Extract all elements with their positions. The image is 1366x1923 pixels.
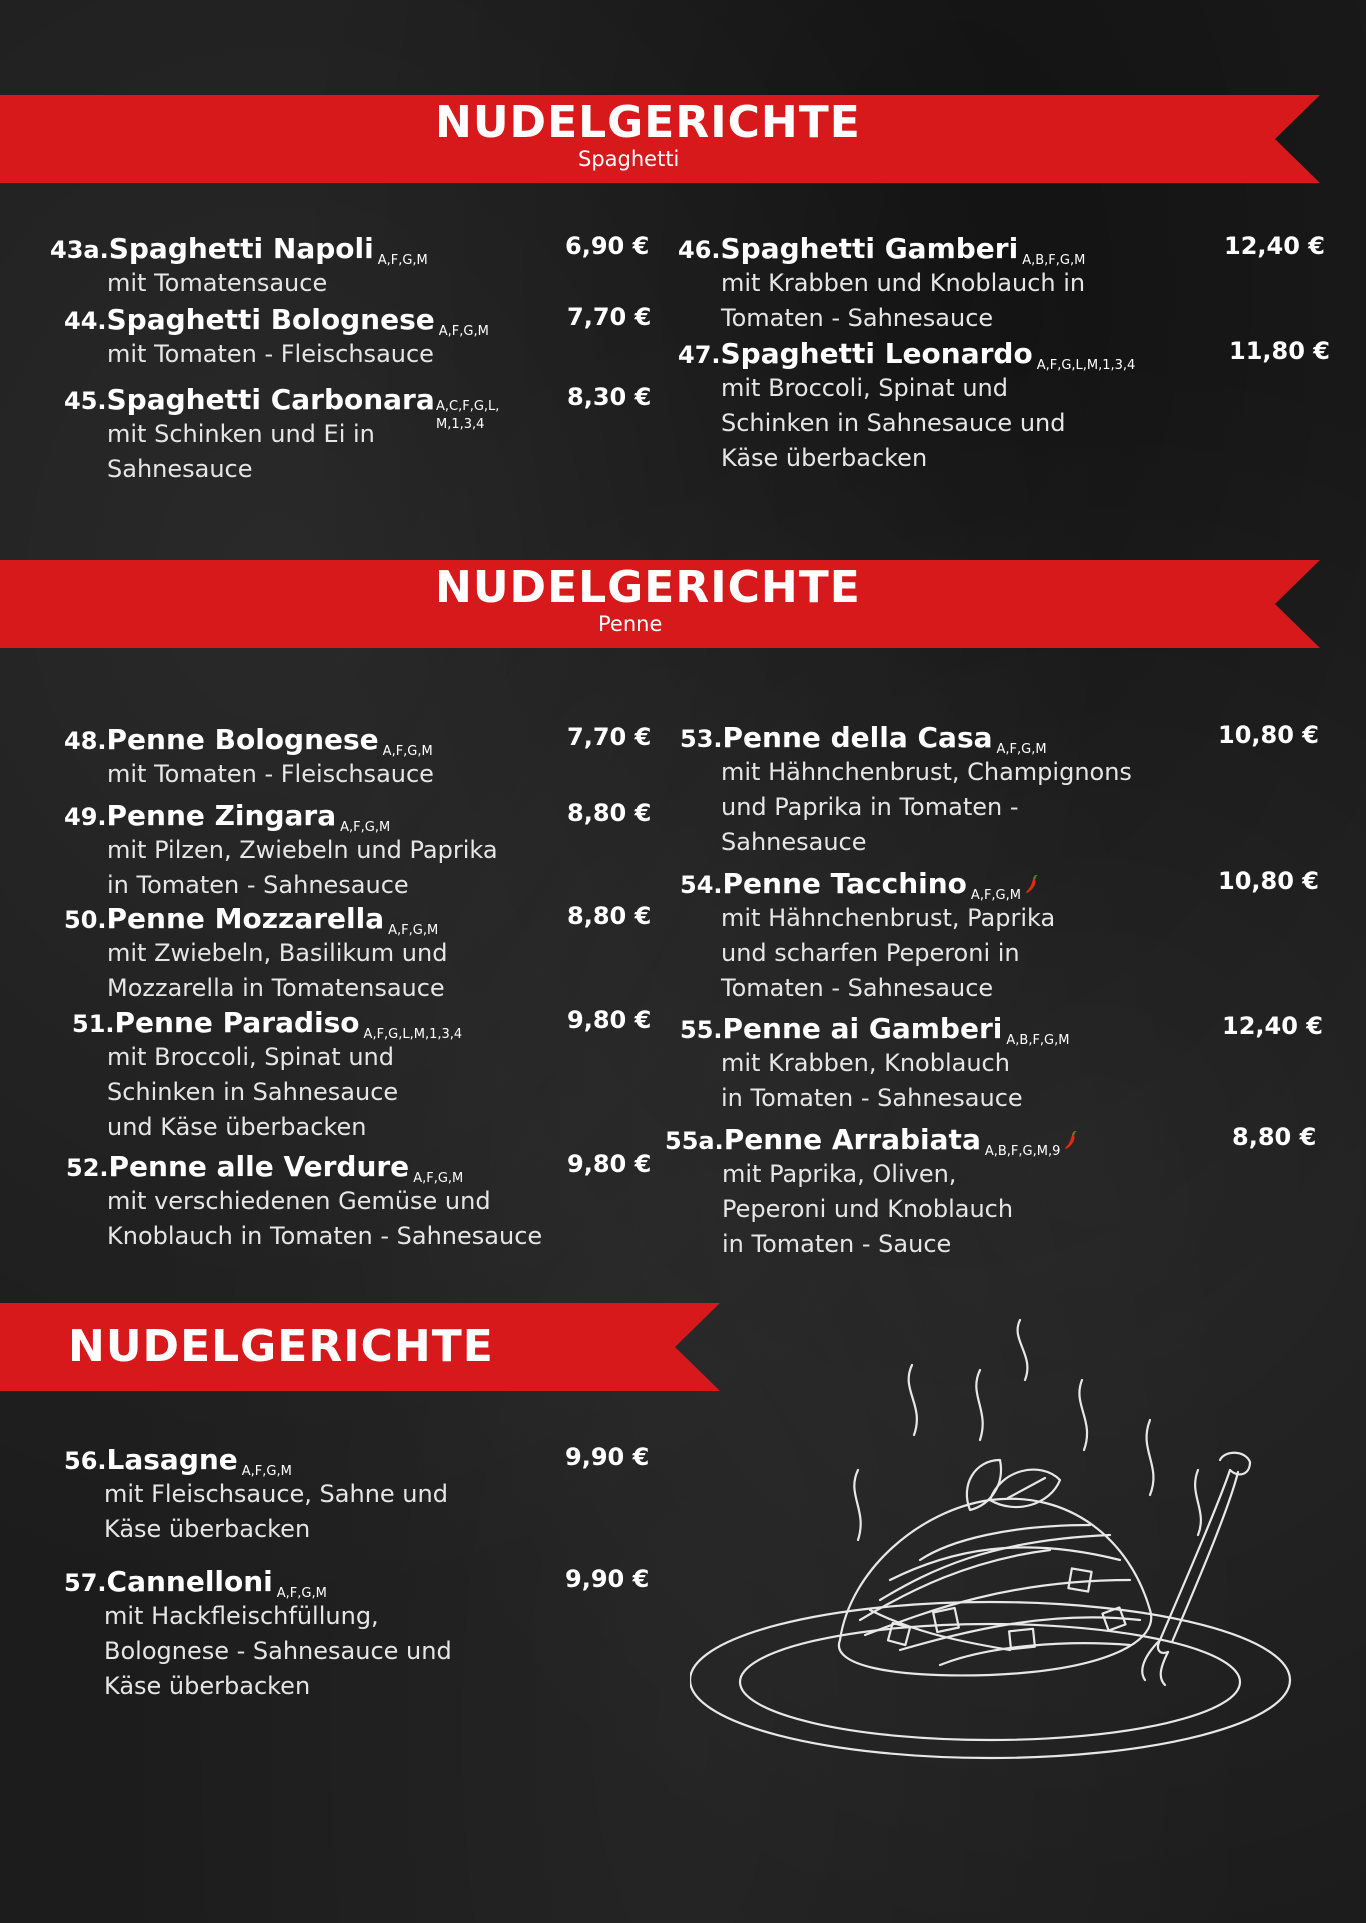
item-number: 55a. <box>665 1127 724 1155</box>
banner-penne <box>0 560 1320 648</box>
item-name: Penne Bolognese <box>106 723 379 756</box>
section-title: NUDELGERICHTE <box>435 97 861 148</box>
item-description: mit Tomaten - Fleischsauce <box>107 340 434 368</box>
menu-item <box>678 232 1328 336</box>
item-allergens: A,B,F,G,M <box>1006 1033 1070 1048</box>
item-allergens: A,B,F,G,M,9 <box>984 1144 1061 1159</box>
menu-item <box>665 1123 1340 1262</box>
item-name: Cannelloni <box>106 1565 273 1598</box>
item-name: Spaghetti Napoli <box>108 232 374 265</box>
item-name: Spaghetti Bolognese <box>106 303 435 336</box>
item-allergens: A,F,G,M <box>276 1586 327 1601</box>
section-title: NUDELGERICHTE <box>435 562 861 613</box>
menu-item <box>64 303 650 372</box>
item-number: 43a. <box>50 236 109 264</box>
item-number: 48. <box>64 727 107 755</box>
item-price: 8,80 € <box>567 902 652 930</box>
item-name: Penne Zingara <box>106 799 337 832</box>
item-description: mit Fleischsauce, Sahne und Käse überbacken <box>104 1480 448 1543</box>
item-allergens: A,F,G,M <box>996 742 1047 757</box>
item-price: 7,70 € <box>567 303 652 331</box>
item-allergens: A,F,G,M <box>970 888 1021 903</box>
item-price: 10,80 € <box>1218 867 1319 895</box>
menu-item <box>66 1150 666 1254</box>
item-name: Penne Arrabiata <box>723 1123 981 1156</box>
banner-spaghetti <box>0 95 1320 183</box>
item-price: 9,80 € <box>567 1150 652 1178</box>
item-name: Spaghetti Carbonara <box>106 383 435 416</box>
menu-item <box>680 867 1340 1006</box>
item-name: Spaghetti Leonardo <box>720 337 1033 370</box>
menu-item <box>680 1012 1340 1116</box>
item-description: mit verschiedenen Gemüse und Knoblauch in Tomaten - Sahnesauce <box>107 1187 543 1250</box>
item-number: 50. <box>64 906 107 934</box>
menu-item <box>64 1565 650 1704</box>
item-allergens: A,F,G,M <box>413 1171 464 1186</box>
item-price: 12,40 € <box>1224 232 1325 260</box>
item-number: 45. <box>64 387 107 415</box>
item-number: 52. <box>66 1154 109 1182</box>
section-subtitle: Spaghetti <box>578 147 680 171</box>
item-price: 12,40 € <box>1222 1012 1323 1040</box>
item-allergens: A,C,F,G,L, M,1,3,4 <box>436 399 500 432</box>
item-name: Penne Tacchino <box>722 867 967 900</box>
item-price: 6,90 € <box>565 232 650 260</box>
item-allergens: A,F,G,M <box>377 253 428 268</box>
item-price: 9,90 € <box>565 1565 650 1593</box>
chili-pepper-icon <box>1064 1131 1078 1151</box>
item-description: mit Hähnchenbrust, Champignons und Paprika in Tomaten - Sahnesauce <box>721 758 1132 856</box>
chili-pepper-icon <box>1025 875 1039 895</box>
item-allergens: A,F,G,M <box>382 744 433 759</box>
item-price: 8,30 € <box>567 383 652 411</box>
item-number: 47. <box>678 341 721 369</box>
item-number: 44. <box>64 307 107 335</box>
item-price: 9,90 € <box>565 1443 650 1471</box>
item-allergens: A,B,F,G,M <box>1022 253 1086 268</box>
item-name: Penne Paradiso <box>114 1006 360 1039</box>
item-name: Spaghetti Gamberi <box>720 232 1019 265</box>
item-number: 49. <box>64 803 107 831</box>
item-price: 10,80 € <box>1218 721 1319 749</box>
item-description: mit Krabben und Knoblauch in Tomaten - Sahnesauce <box>721 269 1086 332</box>
item-allergens: A,F,G,M <box>340 820 391 835</box>
item-number: 54. <box>680 871 723 899</box>
item-description: mit Schinken und Ei in Sahnesauce <box>107 420 375 483</box>
item-description: mit Paprika, Oliven, Peperoni und Knoblauch in Tomaten - Sauce <box>722 1160 1014 1258</box>
menu-item <box>64 902 650 1006</box>
item-number: 51. <box>72 1010 115 1038</box>
item-number: 57. <box>64 1569 107 1597</box>
item-price: 7,70 € <box>567 723 652 751</box>
item-allergens: A,F,G,L,M,1,3,4 <box>363 1027 463 1042</box>
menu-item <box>64 799 650 903</box>
pasta-plate-illustration <box>690 1310 1300 1770</box>
item-name: Penne della Casa <box>722 721 993 754</box>
item-number: 53. <box>680 725 723 753</box>
item-number: 46. <box>678 236 721 264</box>
item-description: mit Hähnchenbrust, Paprika und scharfen Peperoni in Tomaten - Sahnesauce <box>721 904 1056 1002</box>
item-description: mit Tomaten - Fleischsauce <box>107 760 434 788</box>
section-subtitle: Penne <box>598 612 663 636</box>
menu-item <box>64 383 650 487</box>
menu-item <box>72 1006 650 1145</box>
item-price: 8,80 € <box>1232 1123 1317 1151</box>
item-description: mit Tomatensauce <box>107 269 328 297</box>
item-allergens: A,F,G,M <box>241 1464 292 1479</box>
item-description: mit Zwiebeln, Basilikum und Mozzarella in Tomatensauce <box>107 939 448 1002</box>
item-name: Penne ai Gamberi <box>722 1012 1003 1045</box>
menu-item <box>680 721 1340 860</box>
item-description: mit Krabben, Knoblauch in Tomaten - Sahnesauce <box>721 1049 1023 1112</box>
item-name: Penne Mozzarella <box>106 902 385 935</box>
menu-item <box>678 337 1328 476</box>
item-name: Penne alle Verdure <box>108 1150 410 1183</box>
item-description: mit Broccoli, Spinat und Schinken in Sahnesauce und Käse überbacken <box>721 374 1066 472</box>
menu-item <box>64 1443 650 1547</box>
item-name: Lasagne <box>106 1443 238 1476</box>
item-number: 55. <box>680 1016 723 1044</box>
item-price: 8,80 € <box>567 799 652 827</box>
item-description: mit Broccoli, Spinat und Schinken in Sahnesauce und Käse überbacken <box>107 1043 399 1141</box>
section-title: NUDELGERICHTE <box>68 1321 494 1372</box>
item-description: mit Hackfleischfüllung, Bolognese - Sahnesauce und Käse überbacken <box>104 1602 452 1700</box>
item-allergens: A,F,G,M <box>438 324 489 339</box>
item-allergens: A,F,G,L,M,1,3,4 <box>1036 358 1136 373</box>
banner-ofengerichte <box>0 1303 720 1391</box>
menu-item <box>64 723 650 792</box>
item-description: mit Pilzen, Zwiebeln und Paprika in Tomaten - Sahnesauce <box>107 836 498 899</box>
item-price: 11,80 € <box>1229 337 1330 365</box>
item-price: 9,80 € <box>567 1006 652 1034</box>
menu-item <box>50 232 650 301</box>
item-allergens: A,F,G,M <box>388 923 439 938</box>
item-number: 56. <box>64 1447 107 1475</box>
